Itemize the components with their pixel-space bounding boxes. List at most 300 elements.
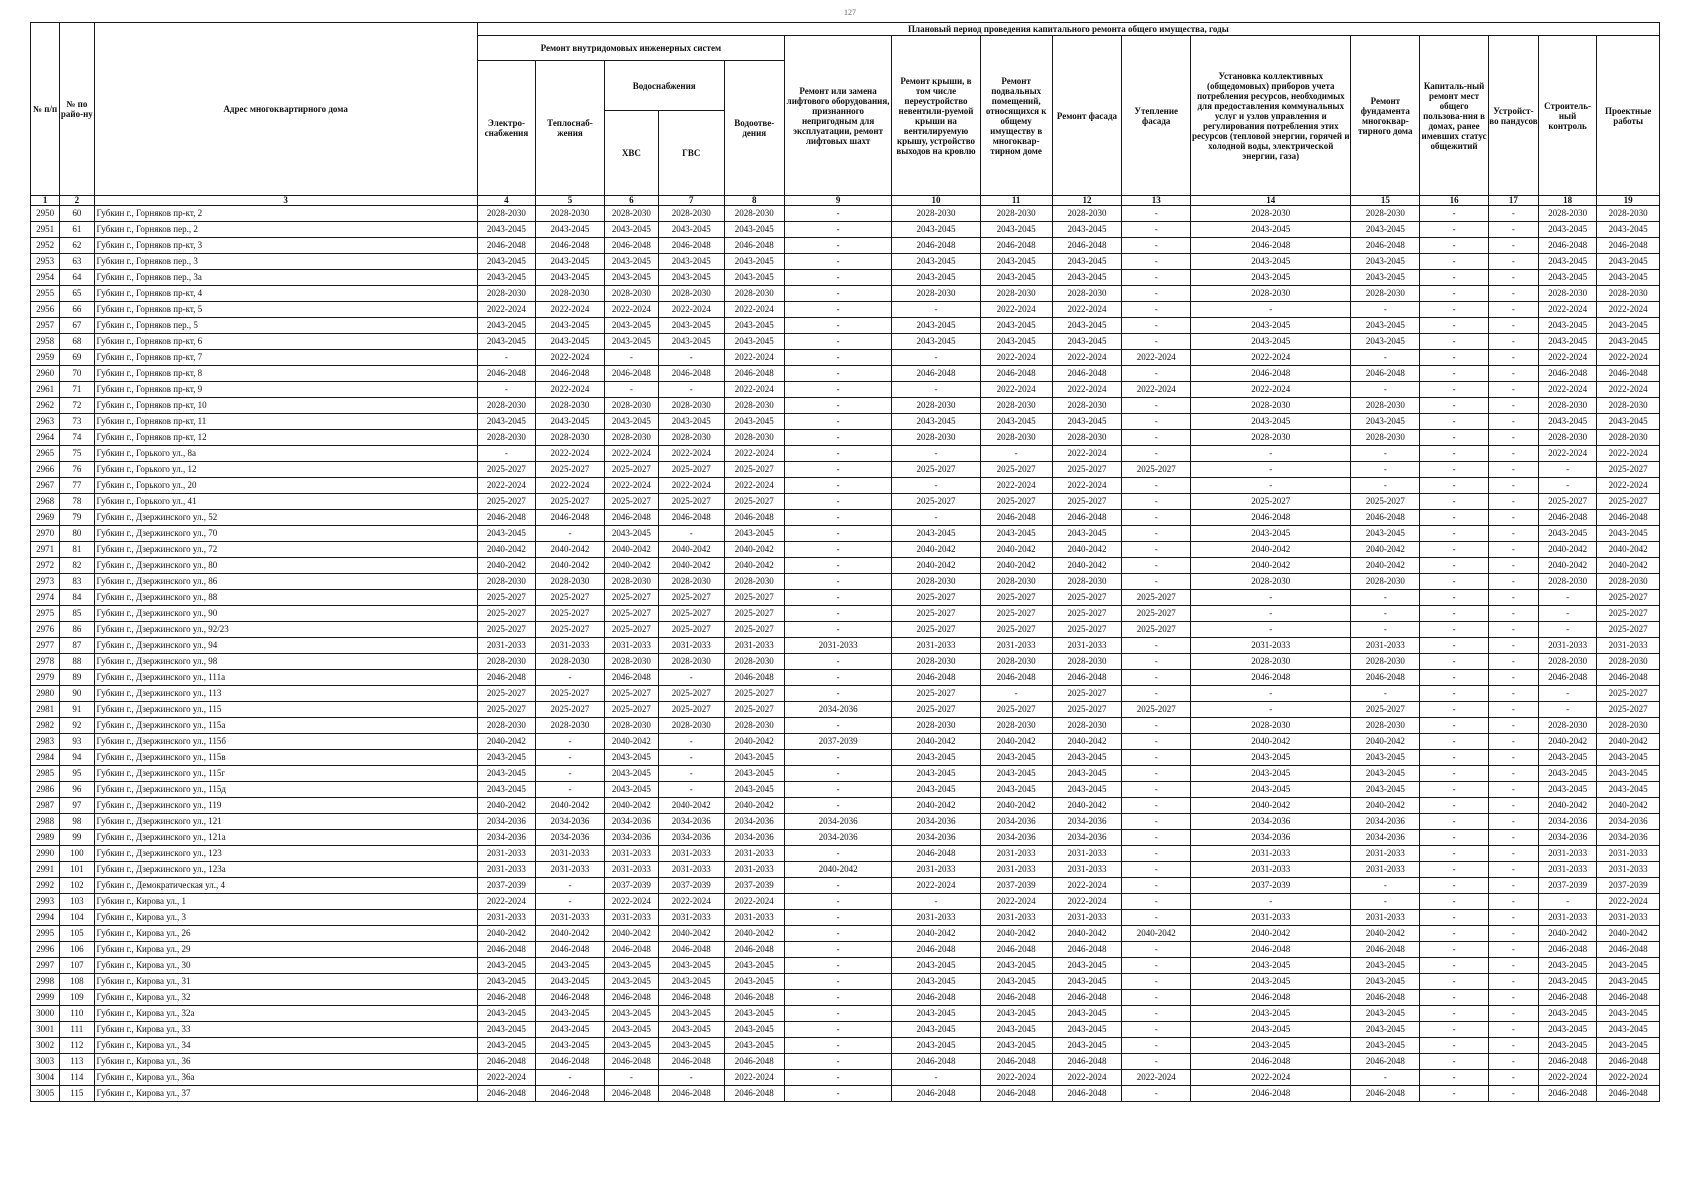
- period-cell: -: [892, 382, 981, 398]
- period-cell: 2022-2024: [1052, 478, 1122, 494]
- period-cell: -: [784, 1006, 891, 1022]
- period-cell: 2031-2033: [536, 638, 605, 654]
- district-number: 91: [60, 702, 94, 718]
- address-cell: Губкин г., Горняков пр-кт, 10: [94, 398, 477, 414]
- period-cell: -: [536, 894, 605, 910]
- period-cell: -: [1538, 606, 1596, 622]
- row-number: 2959: [31, 350, 60, 366]
- column-number: 18: [1538, 196, 1596, 206]
- period-cell: -: [1420, 830, 1489, 846]
- period-cell: 2022-2024: [1052, 1070, 1122, 1086]
- period-cell: 2028-2030: [1351, 654, 1420, 670]
- period-cell: 2028-2030: [658, 398, 724, 414]
- period-cell: 2031-2033: [1351, 862, 1420, 878]
- col-header-elevator: Ремонт или замена лифтового оборудования, признанного непригодным для эксплуатации, ремонт лифтовых шахт: [784, 36, 891, 196]
- address-cell: Губкин г., Горького ул., 12: [94, 462, 477, 478]
- period-cell: -: [784, 622, 891, 638]
- row-number: 2985: [31, 766, 60, 782]
- period-cell: 2022-2024: [658, 478, 724, 494]
- period-cell: 2043-2045: [1538, 270, 1596, 286]
- period-cell: 2046-2048: [892, 942, 981, 958]
- address-cell: Губкин г., Кирова ул., 26: [94, 926, 477, 942]
- period-cell: -: [1488, 686, 1538, 702]
- period-cell: 2028-2030: [892, 206, 981, 222]
- period-cell: -: [1122, 814, 1191, 830]
- period-cell: 2031-2033: [1052, 846, 1122, 862]
- period-cell: -: [1538, 702, 1596, 718]
- period-cell: 2031-2033: [536, 846, 605, 862]
- period-cell: 2040-2042: [1052, 542, 1122, 558]
- period-cell: 2025-2027: [1122, 462, 1191, 478]
- period-cell: 2043-2045: [1351, 254, 1420, 270]
- table-row: [31, 878, 1660, 894]
- period-cell: 2043-2045: [658, 254, 724, 270]
- period-cell: 2034-2036: [1538, 814, 1596, 830]
- period-cell: 2031-2033: [1538, 638, 1596, 654]
- period-cell: 2025-2027: [604, 606, 658, 622]
- period-cell: 2043-2045: [604, 222, 658, 238]
- period-cell: -: [536, 878, 605, 894]
- period-cell: 2043-2045: [1538, 1022, 1596, 1038]
- period-cell: -: [1420, 638, 1489, 654]
- period-cell: -: [1420, 622, 1489, 638]
- period-cell: 2046-2048: [1597, 1086, 1660, 1102]
- period-cell: 2043-2045: [1538, 526, 1596, 542]
- row-number: 2986: [31, 782, 60, 798]
- address-cell: Губкин г., Дзержинского ул., 121а: [94, 830, 477, 846]
- row-number: 2967: [31, 478, 60, 494]
- period-cell: -: [536, 734, 605, 750]
- period-cell: 2043-2045: [604, 526, 658, 542]
- table-row: [31, 446, 1660, 462]
- period-cell: 2031-2033: [658, 846, 724, 862]
- period-cell: -: [1488, 286, 1538, 302]
- address-cell: Губкин г., Горняков пер., 3а: [94, 270, 477, 286]
- district-number: 83: [60, 574, 94, 590]
- period-cell: 2046-2048: [1351, 510, 1420, 526]
- period-cell: 2046-2048: [1052, 366, 1122, 382]
- address-cell: Губкин г., Горького ул., 41: [94, 494, 477, 510]
- address-cell: Губкин г., Дзержинского ул., 52: [94, 510, 477, 526]
- period-cell: 2028-2030: [1538, 654, 1596, 670]
- col-header-heat: Теплоснаб-жения: [536, 61, 605, 196]
- period-cell: 2022-2024: [477, 894, 535, 910]
- period-cell: 2043-2045: [1597, 958, 1660, 974]
- period-cell: 2043-2045: [536, 1006, 605, 1022]
- column-number: 7: [658, 196, 724, 206]
- district-number: 101: [60, 862, 94, 878]
- row-number: 2963: [31, 414, 60, 430]
- period-cell: 2046-2048: [980, 366, 1052, 382]
- address-cell: Губкин г., Кирова ул., 33: [94, 1022, 477, 1038]
- period-cell: 2046-2048: [1191, 1086, 1351, 1102]
- row-number: 2954: [31, 270, 60, 286]
- period-cell: 2046-2048: [1191, 990, 1351, 1006]
- period-cell: -: [1122, 990, 1191, 1006]
- period-cell: 2046-2048: [980, 1054, 1052, 1070]
- period-cell: -: [1488, 942, 1538, 958]
- period-cell: 2043-2045: [724, 1022, 784, 1038]
- period-cell: 2040-2042: [1122, 926, 1191, 942]
- period-cell: 2040-2042: [1538, 798, 1596, 814]
- period-cell: 2043-2045: [1052, 1022, 1122, 1038]
- period-cell: 2043-2045: [892, 254, 981, 270]
- district-number: 104: [60, 910, 94, 926]
- period-cell: 2046-2048: [724, 238, 784, 254]
- period-cell: -: [892, 446, 981, 462]
- period-cell: -: [1122, 478, 1191, 494]
- period-cell: 2025-2027: [1351, 702, 1420, 718]
- district-number: 86: [60, 622, 94, 638]
- period-cell: 2028-2030: [1191, 654, 1351, 670]
- period-cell: 2025-2027: [1191, 494, 1351, 510]
- district-number: 106: [60, 942, 94, 958]
- table-row: [31, 510, 1660, 526]
- period-cell: 2043-2045: [1538, 766, 1596, 782]
- period-cell: 2043-2045: [604, 974, 658, 990]
- period-cell: 2025-2027: [1052, 606, 1122, 622]
- period-cell: -: [1420, 430, 1489, 446]
- table-row: [31, 286, 1660, 302]
- table-row: [31, 734, 1660, 750]
- period-cell: 2040-2042: [477, 798, 535, 814]
- period-cell: -: [1420, 1038, 1489, 1054]
- row-number: 2977: [31, 638, 60, 654]
- address-cell: Губкин г., Дзержинского ул., 113: [94, 686, 477, 702]
- address-cell: Губкин г., Кирова ул., 36а: [94, 1070, 477, 1086]
- period-cell: 2022-2024: [658, 894, 724, 910]
- table-row: [31, 654, 1660, 670]
- address-cell: Губкин г., Дзержинского ул., 123: [94, 846, 477, 862]
- period-cell: 2028-2030: [1351, 398, 1420, 414]
- period-cell: 2046-2048: [1052, 670, 1122, 686]
- col-header-facade: Ремонт фасада: [1052, 36, 1122, 196]
- period-cell: -: [1488, 702, 1538, 718]
- period-cell: -: [1420, 846, 1489, 862]
- period-cell: 2031-2033: [1597, 862, 1660, 878]
- period-cell: 2034-2036: [1191, 830, 1351, 846]
- period-cell: 2025-2027: [980, 702, 1052, 718]
- period-cell: 2046-2048: [1052, 238, 1122, 254]
- period-cell: 2034-2036: [536, 814, 605, 830]
- period-cell: -: [1488, 606, 1538, 622]
- period-cell: 2046-2048: [536, 366, 605, 382]
- period-cell: 2025-2027: [536, 590, 605, 606]
- period-cell: 2022-2024: [1538, 1070, 1596, 1086]
- period-cell: 2025-2027: [536, 494, 605, 510]
- table-row: [31, 702, 1660, 718]
- period-cell: 2028-2030: [536, 206, 605, 222]
- row-number: 2991: [31, 862, 60, 878]
- period-cell: 2043-2045: [477, 1022, 535, 1038]
- period-cell: 2046-2048: [1351, 990, 1420, 1006]
- period-cell: -: [1191, 446, 1351, 462]
- period-cell: -: [1538, 478, 1596, 494]
- period-cell: -: [784, 494, 891, 510]
- period-cell: 2028-2030: [1052, 286, 1122, 302]
- address-cell: Губкин г., Дзержинского ул., 80: [94, 558, 477, 574]
- period-cell: 2043-2045: [1538, 414, 1596, 430]
- period-cell: 2046-2048: [1538, 1086, 1596, 1102]
- table-row: [31, 478, 1660, 494]
- period-cell: -: [658, 350, 724, 366]
- period-cell: 2043-2045: [980, 958, 1052, 974]
- period-cell: 2022-2024: [1052, 302, 1122, 318]
- period-cell: -: [1420, 270, 1489, 286]
- table-row: [31, 814, 1660, 830]
- period-cell: 2031-2033: [724, 910, 784, 926]
- row-number: 3002: [31, 1038, 60, 1054]
- period-cell: -: [784, 1054, 891, 1070]
- period-cell: -: [1122, 750, 1191, 766]
- period-cell: 2043-2045: [892, 766, 981, 782]
- address-cell: Губкин г., Дзержинского ул., 111а: [94, 670, 477, 686]
- period-cell: -: [1488, 1054, 1538, 1070]
- period-cell: -: [784, 366, 891, 382]
- table-row: [31, 782, 1660, 798]
- period-cell: -: [1420, 206, 1489, 222]
- period-cell: 2037-2039: [1597, 878, 1660, 894]
- period-cell: 2031-2033: [536, 862, 605, 878]
- period-cell: 2040-2042: [604, 798, 658, 814]
- period-cell: 2031-2033: [1351, 910, 1420, 926]
- table-row: [31, 846, 1660, 862]
- period-cell: 2043-2045: [1191, 222, 1351, 238]
- period-cell: -: [1488, 254, 1538, 270]
- period-cell: 2046-2048: [1538, 670, 1596, 686]
- period-cell: 2043-2045: [1191, 270, 1351, 286]
- row-number: 2979: [31, 670, 60, 686]
- period-cell: 2043-2045: [1052, 750, 1122, 766]
- table-row: [31, 206, 1660, 222]
- period-cell: -: [1191, 894, 1351, 910]
- period-cell: 2043-2045: [658, 1022, 724, 1038]
- col-header-water-group: Водоснабжения: [604, 61, 724, 111]
- period-cell: 2025-2027: [658, 686, 724, 702]
- period-cell: 2040-2042: [724, 734, 784, 750]
- period-cell: 2043-2045: [980, 254, 1052, 270]
- period-cell: -: [784, 942, 891, 958]
- row-number: 2958: [31, 334, 60, 350]
- period-cell: 2043-2045: [658, 958, 724, 974]
- period-cell: 2031-2033: [1538, 862, 1596, 878]
- table-row: [31, 254, 1660, 270]
- table-row: [31, 894, 1660, 910]
- period-cell: 2025-2027: [604, 494, 658, 510]
- col-header-electric: Электро-снабжения: [477, 61, 535, 196]
- period-cell: 2031-2033: [1597, 910, 1660, 926]
- district-number: 69: [60, 350, 94, 366]
- period-cell: 2028-2030: [1538, 430, 1596, 446]
- period-cell: 2043-2045: [1191, 958, 1351, 974]
- period-cell: 2043-2045: [1597, 1022, 1660, 1038]
- table-row: [31, 1038, 1660, 1054]
- period-cell: 2031-2033: [604, 910, 658, 926]
- period-cell: 2022-2024: [724, 478, 784, 494]
- period-cell: -: [784, 1086, 891, 1102]
- period-cell: 2025-2027: [658, 462, 724, 478]
- period-cell: 2031-2033: [980, 846, 1052, 862]
- period-cell: 2025-2027: [980, 462, 1052, 478]
- period-cell: 2034-2036: [536, 830, 605, 846]
- period-cell: 2022-2024: [1597, 350, 1660, 366]
- period-cell: 2043-2045: [1351, 958, 1420, 974]
- address-cell: Губкин г., Горняков пер., 5: [94, 318, 477, 334]
- period-cell: 2046-2048: [892, 670, 981, 686]
- district-number: 112: [60, 1038, 94, 1054]
- table-row: [31, 686, 1660, 702]
- period-cell: 2022-2024: [1597, 302, 1660, 318]
- district-number: 98: [60, 814, 94, 830]
- period-cell: 2022-2024: [1597, 382, 1660, 398]
- address-cell: Губкин г., Горняков пер., 3: [94, 254, 477, 270]
- period-cell: 2031-2033: [477, 862, 535, 878]
- table-row: [31, 750, 1660, 766]
- period-cell: 2028-2030: [658, 286, 724, 302]
- period-cell: -: [1420, 334, 1489, 350]
- period-cell: -: [1488, 670, 1538, 686]
- period-cell: -: [892, 350, 981, 366]
- period-cell: 2046-2048: [477, 942, 535, 958]
- period-cell: 2028-2030: [1538, 574, 1596, 590]
- period-cell: 2025-2027: [1597, 590, 1660, 606]
- period-cell: 2025-2027: [724, 622, 784, 638]
- district-number: 61: [60, 222, 94, 238]
- period-cell: 2046-2048: [724, 1086, 784, 1102]
- col-header-district-num: № по райо-ну: [60, 23, 94, 196]
- period-cell: 2043-2045: [658, 270, 724, 286]
- period-cell: 2043-2045: [980, 1038, 1052, 1054]
- period-cell: 2043-2045: [1351, 414, 1420, 430]
- period-cell: 2028-2030: [724, 718, 784, 734]
- period-cell: 2043-2045: [892, 526, 981, 542]
- period-cell: -: [1191, 462, 1351, 478]
- district-number: 109: [60, 990, 94, 1006]
- period-cell: 2040-2042: [1191, 558, 1351, 574]
- period-cell: -: [1351, 462, 1420, 478]
- period-cell: 2037-2039: [477, 878, 535, 894]
- period-cell: 2022-2024: [604, 302, 658, 318]
- row-number: 2972: [31, 558, 60, 574]
- period-cell: 2046-2048: [477, 1054, 535, 1070]
- table-row: [31, 334, 1660, 350]
- table-row: [31, 302, 1660, 318]
- period-cell: 2025-2027: [477, 606, 535, 622]
- period-cell: -: [784, 1070, 891, 1086]
- district-number: 64: [60, 270, 94, 286]
- period-cell: 2037-2039: [980, 878, 1052, 894]
- period-cell: 2025-2027: [1052, 494, 1122, 510]
- period-cell: 2043-2045: [477, 974, 535, 990]
- period-cell: 2046-2048: [604, 1054, 658, 1070]
- period-cell: -: [784, 222, 891, 238]
- period-cell: -: [1420, 286, 1489, 302]
- period-cell: 2046-2048: [1538, 238, 1596, 254]
- period-cell: 2046-2048: [980, 990, 1052, 1006]
- period-cell: 2043-2045: [1351, 750, 1420, 766]
- period-cell: 2037-2039: [784, 734, 891, 750]
- period-cell: 2046-2048: [892, 1086, 981, 1102]
- period-cell: 2040-2042: [536, 542, 605, 558]
- period-cell: 2034-2036: [1351, 830, 1420, 846]
- period-cell: -: [784, 254, 891, 270]
- period-cell: 2031-2033: [892, 638, 981, 654]
- period-cell: -: [1420, 878, 1489, 894]
- period-cell: 2025-2027: [477, 702, 535, 718]
- address-cell: Губкин г., Кирова ул., 29: [94, 942, 477, 958]
- period-cell: 2046-2048: [1191, 366, 1351, 382]
- period-cell: 2040-2042: [892, 798, 981, 814]
- table-row: [31, 718, 1660, 734]
- period-cell: 2040-2042: [658, 798, 724, 814]
- period-cell: -: [1420, 750, 1489, 766]
- period-cell: 2028-2030: [724, 430, 784, 446]
- period-cell: 2025-2027: [1538, 494, 1596, 510]
- period-cell: 2043-2045: [1052, 766, 1122, 782]
- period-cell: -: [1420, 382, 1489, 398]
- period-cell: 2043-2045: [1597, 974, 1660, 990]
- period-cell: 2022-2024: [536, 382, 605, 398]
- period-cell: 2025-2027: [1597, 702, 1660, 718]
- period-cell: 2028-2030: [724, 654, 784, 670]
- period-cell: 2025-2027: [658, 622, 724, 638]
- period-cell: 2043-2045: [604, 782, 658, 798]
- period-cell: 2043-2045: [724, 334, 784, 350]
- period-cell: 2043-2045: [658, 414, 724, 430]
- district-number: 68: [60, 334, 94, 350]
- period-cell: 2040-2042: [980, 734, 1052, 750]
- address-cell: Губкин г., Кирова ул., 36: [94, 1054, 477, 1070]
- period-cell: 2043-2045: [1052, 526, 1122, 542]
- period-cell: 2046-2048: [1538, 510, 1596, 526]
- period-cell: 2046-2048: [1351, 1086, 1420, 1102]
- period-cell: -: [1351, 590, 1420, 606]
- period-cell: 2043-2045: [658, 1038, 724, 1054]
- period-cell: -: [892, 510, 981, 526]
- district-number: 84: [60, 590, 94, 606]
- period-cell: 2043-2045: [724, 974, 784, 990]
- period-cell: 2040-2042: [604, 926, 658, 942]
- period-cell: -: [1420, 718, 1489, 734]
- table-row: [31, 766, 1660, 782]
- period-cell: -: [1122, 910, 1191, 926]
- period-cell: -: [784, 926, 891, 942]
- period-cell: 2028-2030: [1052, 398, 1122, 414]
- period-cell: 2040-2042: [477, 558, 535, 574]
- period-cell: 2028-2030: [658, 206, 724, 222]
- period-cell: 2043-2045: [1191, 766, 1351, 782]
- address-cell: Губкин г., Горняков пер., 2: [94, 222, 477, 238]
- period-cell: 2034-2036: [1052, 814, 1122, 830]
- period-cell: 2046-2048: [980, 238, 1052, 254]
- address-cell: Губкин г., Кирова ул., 32: [94, 990, 477, 1006]
- period-cell: 2031-2033: [1052, 638, 1122, 654]
- period-cell: 2040-2042: [658, 558, 724, 574]
- period-cell: 2043-2045: [724, 222, 784, 238]
- table-row: [31, 862, 1660, 878]
- period-cell: -: [1420, 526, 1489, 542]
- period-cell: -: [1122, 766, 1191, 782]
- row-number: 3000: [31, 1006, 60, 1022]
- district-number: 74: [60, 430, 94, 446]
- period-cell: -: [658, 1070, 724, 1086]
- period-cell: 2031-2033: [658, 910, 724, 926]
- period-cell: 2043-2045: [1052, 958, 1122, 974]
- period-cell: 2028-2030: [604, 430, 658, 446]
- period-cell: 2040-2042: [1597, 558, 1660, 574]
- period-cell: 2046-2048: [658, 942, 724, 958]
- period-cell: 2025-2027: [1597, 462, 1660, 478]
